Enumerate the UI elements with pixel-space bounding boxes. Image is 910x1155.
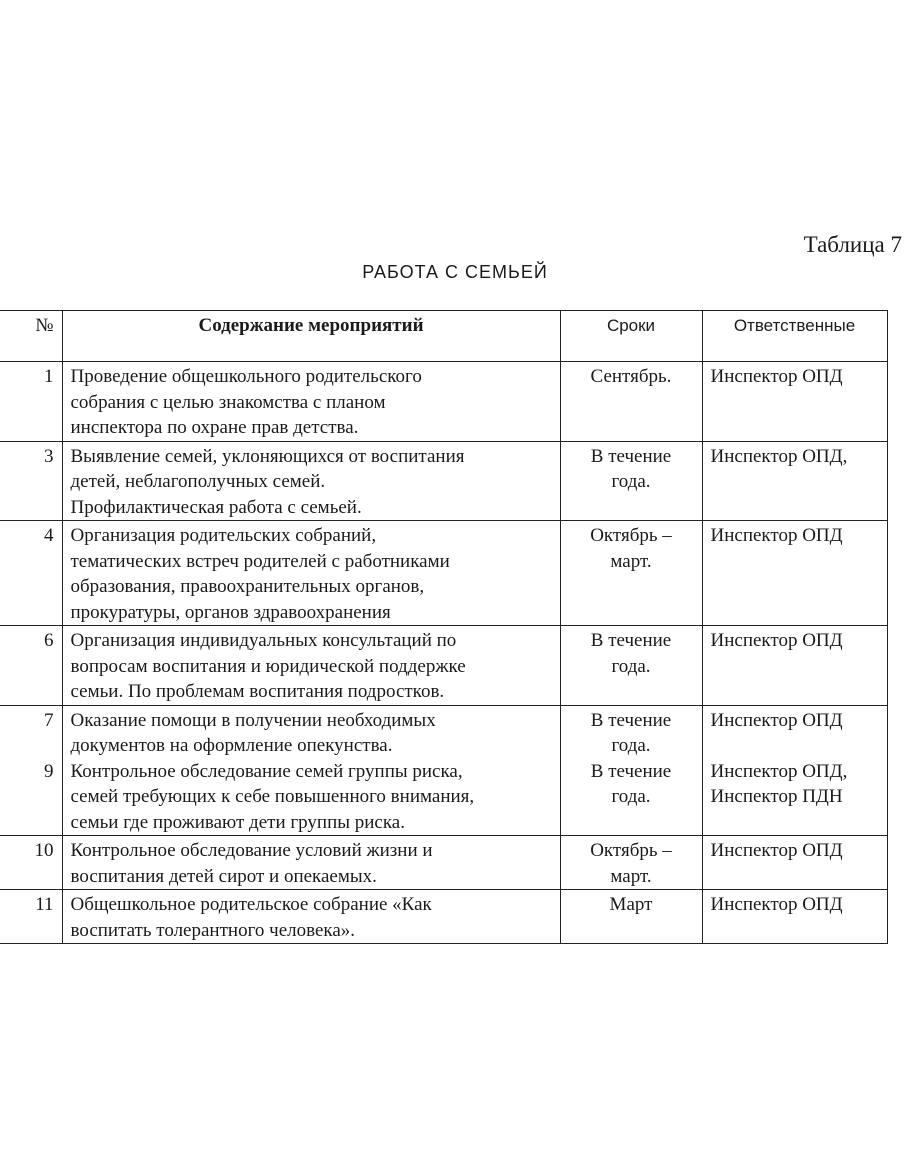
- content-line: Организация индивидуальных консультаций по: [70, 630, 457, 651]
- content-line: Организация родительских собраний,: [70, 525, 377, 546]
- term-line: В течение: [590, 445, 672, 467]
- term-line: года.: [611, 735, 651, 756]
- table-row: [0, 836, 887, 890]
- row-term: [560, 362, 702, 442]
- row-responsible: [702, 705, 887, 836]
- content-line: тематических встреч родителей с работниками: [70, 550, 450, 572]
- row-term: [560, 441, 702, 521]
- responsible-line: Инспектор ОПД,: [710, 445, 848, 467]
- family-work-table: [0, 310, 888, 944]
- term-line: март.: [610, 865, 652, 887]
- header-responsible: Ответственные: [702, 311, 887, 362]
- row-number: [0, 705, 62, 836]
- row-term: [560, 890, 702, 944]
- responsible-line: Инспектор ОПД: [710, 894, 843, 915]
- row-number-value: 6: [44, 630, 54, 651]
- term-line: года.: [611, 471, 651, 492]
- row-content: [62, 890, 560, 944]
- content-line: воспитания детей сирот и опекаемых.: [70, 865, 377, 887]
- term-line: Октябрь –: [590, 840, 672, 861]
- spacer: [7, 733, 54, 759]
- row-content: [62, 836, 560, 890]
- content-line: Профилактическая работа с семьей.: [70, 496, 362, 518]
- content-line: семьи. По проблемам воспитания подростков.: [70, 681, 445, 702]
- content-line: воспитать толерантного человека».: [70, 919, 356, 941]
- content-line: вопросам воспитания и юридической поддержке: [70, 655, 466, 677]
- row-number: [0, 626, 62, 706]
- responsible-line: Инспектор ОПД: [710, 709, 843, 731]
- responsible-line: Инспектор ОПД,: [710, 760, 848, 782]
- term-line: В течение: [590, 760, 672, 782]
- row-number-value: 3: [44, 445, 54, 467]
- row-number: [0, 890, 62, 944]
- row-number-value: 4: [44, 525, 54, 546]
- content-line: семьи где проживают дети группы риска.: [70, 811, 405, 833]
- row-responsible: [702, 626, 887, 706]
- term-line: Март: [609, 894, 653, 915]
- term-line: Сентябрь.: [590, 366, 672, 387]
- responsible-line: Инспектор ПДН: [710, 786, 843, 807]
- term-line: года.: [611, 655, 651, 677]
- table-row: [0, 626, 887, 706]
- row-number: [0, 441, 62, 521]
- row-content: [62, 521, 560, 626]
- term-line: Октябрь –: [590, 525, 672, 546]
- row-number-value: 7: [44, 709, 54, 731]
- row-content: [62, 626, 560, 706]
- content-line: Оказание помощи в получении необходимых: [70, 709, 436, 731]
- term-line: В течение: [590, 630, 672, 651]
- row-number-value: 1: [44, 366, 54, 387]
- row-responsible: [702, 362, 887, 442]
- row-number: [0, 362, 62, 442]
- term-line: года.: [611, 786, 651, 807]
- table-row: [0, 705, 887, 836]
- content-line: Проведение общешкольного родительского: [70, 366, 422, 387]
- table-row: [0, 890, 887, 944]
- table-header-row: [0, 311, 887, 362]
- responsible-line: Инспектор ОПД: [710, 630, 843, 651]
- row-number: [0, 521, 62, 626]
- row-number-value: 10: [34, 840, 54, 861]
- row-term: [560, 626, 702, 706]
- row-term: [560, 521, 702, 626]
- responsible-line: Инспектор ОПД: [710, 366, 843, 387]
- row-responsible: [702, 441, 887, 521]
- content-line: документов на оформление опекунства.: [70, 735, 393, 756]
- row-number-value: 11: [35, 894, 54, 915]
- responsible-line: Инспектор ОПД: [710, 840, 843, 861]
- table-row: [0, 362, 887, 442]
- row-responsible: [702, 521, 887, 626]
- content-line: Контрольное обследование семей группы риска,: [70, 760, 463, 782]
- table-row: [0, 441, 887, 521]
- table-row: [0, 521, 887, 626]
- row-number-value: 9: [44, 760, 54, 782]
- header-term: Сроки: [560, 311, 702, 362]
- document-title: РАБОТА С СЕМЬЕЙ: [362, 262, 548, 282]
- content-line: инспектора по охране прав детства.: [70, 417, 359, 438]
- row-content: [62, 362, 560, 442]
- content-line: Контрольное обследование условий жизни и: [70, 840, 433, 861]
- row-content: [62, 705, 560, 836]
- row-responsible: [702, 890, 887, 944]
- row-term: [560, 836, 702, 890]
- row-term: [560, 705, 702, 836]
- responsible-line: Инспектор ОПД: [710, 525, 843, 546]
- term-line: В течение: [590, 709, 672, 731]
- row-responsible: [702, 836, 887, 890]
- row-number: [0, 836, 62, 890]
- header-content: Содержание мероприятий: [62, 311, 560, 362]
- content-line: детей, неблагополучных семей.: [70, 471, 326, 492]
- row-content: [62, 441, 560, 521]
- content-line: семей требующих к себе повышенного внимания,: [70, 786, 475, 807]
- header-number: №: [0, 311, 62, 362]
- content-line: прокуратуры, органов здравоохранения: [70, 601, 391, 623]
- content-line: Общешкольное родительское собрание «Как: [70, 894, 432, 915]
- term-line: март.: [610, 550, 652, 572]
- table-body: [0, 362, 887, 944]
- content-line: собрания с целью знакомства с планом: [70, 391, 386, 413]
- responsible-line: [711, 733, 879, 759]
- table-number-label: Таблица 7: [803, 232, 902, 257]
- content-line: образования, правоохранительных органов,: [70, 576, 425, 597]
- content-line: Выявление семей, уклоняющихся от воспитания: [70, 445, 465, 467]
